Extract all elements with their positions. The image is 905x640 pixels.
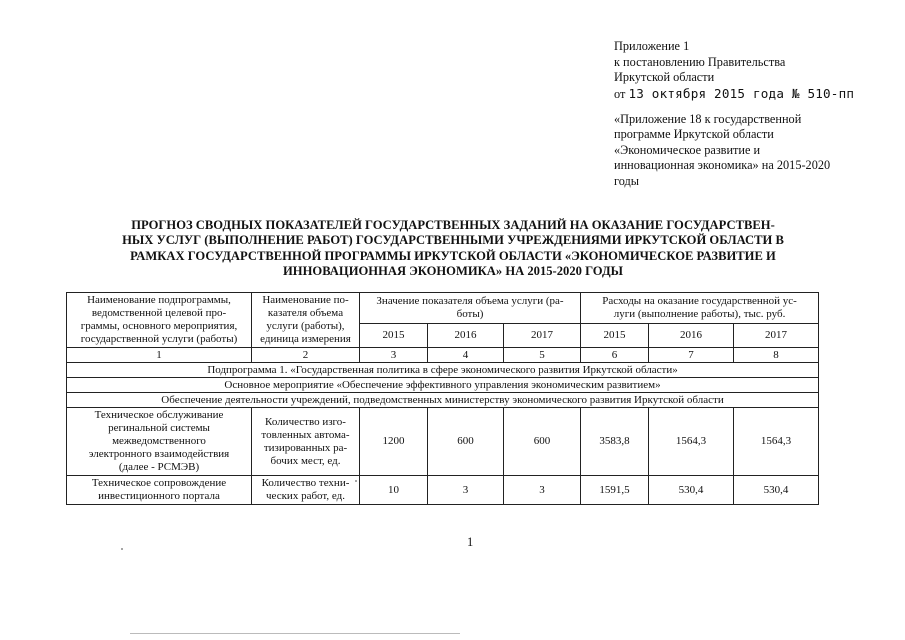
- document-title: [108, 218, 798, 279]
- header-service-name: [67, 293, 252, 348]
- appendix-line-2: к постановлению Правительства: [614, 54, 786, 69]
- section-row-institutions: [67, 393, 819, 408]
- column-number-cell: 7: [649, 348, 734, 363]
- indicator-line: бочих мест, ед.: [270, 454, 341, 467]
- expense-2016-cell: 1564,3: [649, 408, 734, 476]
- service-name-line: инвестиционного портала: [98, 490, 220, 502]
- header-volume-group: [360, 293, 581, 324]
- title-line-4: ИННОВАЦИОННАЯ ЭКОНОМИКА» НА 2015-2020 ГОДЫ: [283, 263, 623, 278]
- year-cell: 2015: [581, 323, 649, 347]
- scan-speck: [121, 548, 123, 550]
- appendix-ref-line-5: годы: [614, 173, 640, 188]
- header-service-name-line: граммы, основного мероприятия,: [80, 320, 238, 332]
- column-number-cell: 6: [581, 348, 649, 363]
- indicator-line: Количество техни-: [261, 477, 350, 489]
- section-institutions: Обеспечение деятельности учреждений, подведомственных министерству экономического развития Иркутской области: [67, 393, 819, 408]
- indicator-line: Количество изго-: [265, 415, 346, 428]
- table-row: [67, 476, 819, 505]
- indicator-line: товленных автома-: [261, 428, 350, 441]
- year-cell: 2016: [649, 323, 734, 347]
- header-indicator-line: казателя объема: [267, 307, 344, 319]
- service-name-cell: [67, 476, 252, 505]
- appendix-date-prefix: от: [614, 86, 626, 101]
- section-subprogram: Подпрограмма 1. «Государственная политика в сфере экономического развития Иркутской области»: [67, 363, 819, 378]
- column-number-cell: 8: [734, 348, 819, 363]
- column-number-cell: 3: [360, 348, 428, 363]
- header-expense-line: луги (выполнение работы), тыс. руб.: [613, 307, 786, 320]
- appendix-header: [614, 39, 874, 102]
- service-name-line: Техническое обслуживание: [94, 409, 224, 421]
- appendix-reference: [614, 112, 849, 189]
- table-row: [67, 408, 819, 476]
- service-name-cell: [67, 408, 252, 476]
- appendix-line-3: Иркутской области: [614, 70, 715, 84]
- header-service-name-line: государственной услуги (работы): [80, 333, 238, 345]
- volume-2016-cell: 600: [428, 408, 504, 476]
- header-indicator-line: услуги (работы),: [266, 320, 345, 332]
- header-indicator-line: Наименование по-: [262, 294, 349, 306]
- section-row-main-activity: [67, 378, 819, 393]
- expense-2015-cell: 3583,8: [581, 408, 649, 476]
- appendix-line-4: [614, 86, 874, 103]
- service-name-line: регинальной системы: [108, 422, 210, 434]
- expense-2017-cell: 530,4: [734, 476, 819, 505]
- indicator-cell: [252, 408, 360, 476]
- header-volume-line: боты): [456, 307, 484, 320]
- volume-2015-cell: 1200: [360, 408, 428, 476]
- section-row-subprogram: [67, 363, 819, 378]
- service-name-line: межведомственного: [112, 435, 206, 447]
- volume-2017-cell: 600: [504, 408, 581, 476]
- title-line-2: НЫХ УСЛУГ (ВЫПОЛНЕНИЕ РАБОТ) ГОСУДАРСТВЕННЫМИ УЧРЕЖДЕНИЯМИ ИРКУТСКОЙ ОБЛАСТИ В: [122, 233, 784, 248]
- year-cell: 2015: [360, 323, 428, 347]
- appendix-ref-line-4: инновационная экономика» на 2015-2020: [614, 158, 831, 173]
- column-number-cell: 2: [252, 348, 360, 363]
- volume-2015-cell: 10: [360, 476, 428, 505]
- table-header-row: [67, 293, 819, 324]
- appendix-line-1: Приложение 1: [614, 39, 690, 53]
- column-number-cell: 5: [504, 348, 581, 363]
- header-service-name-line: Наименование подпрограммы,: [87, 294, 231, 306]
- year-cell: 2017: [504, 323, 581, 347]
- expense-2017-cell: 1564,3: [734, 408, 819, 476]
- volume-2017-cell: 3: [504, 476, 581, 505]
- title-line-1: ПРОГНОЗ СВОДНЫХ ПОКАЗАТЕЛЕЙ ГОСУДАРСТВЕННЫХ ЗАДАНИЙ НА ОКАЗАНИЕ ГОСУДАРСТВЕН-: [131, 218, 775, 232]
- service-name-line: (далее - РСМЭВ): [118, 461, 200, 473]
- appendix-ref-line-1: «Приложение 18 к государственной: [614, 112, 802, 126]
- table-column-number-row: [67, 348, 819, 363]
- header-service-name-line: ведомственной целевой про-: [91, 307, 227, 319]
- indicator-line: ческих работ, ед.: [266, 490, 345, 502]
- page-number: 1: [467, 535, 474, 549]
- column-number-cell: 1: [67, 348, 252, 363]
- header-expense-line: Расходы на оказание государственной ус-: [602, 294, 797, 307]
- header-indicator-name: [252, 293, 360, 348]
- forecast-table: [66, 292, 819, 505]
- header-expense-group: [581, 293, 819, 324]
- section-main-activity: Основное мероприятие «Обеспечение эффективного управления экономическим развитием»: [67, 378, 819, 393]
- column-number-cell: 4: [428, 348, 504, 363]
- title-line-3: РАМКАХ ГОСУДАРСТВЕННОЙ ПРОГРАММЫ ИРКУТСКОЙ ОБЛАСТИ «ЭКОНОМИЧЕСКОЕ РАЗВИТИЕ И: [130, 248, 776, 263]
- expense-2015-cell: 1591,5: [581, 476, 649, 505]
- scan-edge-line: [130, 633, 460, 634]
- appendix-ref-line-2: программе Иркутской области: [614, 127, 774, 142]
- indicator-line: тизированных ра-: [263, 441, 348, 454]
- service-name-line: электронного взаимодействия: [88, 448, 230, 460]
- service-name-line: Техническое сопровождение: [91, 477, 227, 489]
- appendix-date: 13 октября 2015 года № 510-пп: [628, 85, 855, 101]
- year-cell: 2016: [428, 323, 504, 347]
- appendix-ref-line-3: «Экономическое развитие и: [614, 142, 761, 157]
- volume-2016-cell: 3: [428, 476, 504, 505]
- header-volume-line: Значение показателя объема услуги (ра-: [376, 294, 564, 307]
- scan-speck: [355, 480, 357, 482]
- year-cell: 2017: [734, 323, 819, 347]
- header-indicator-line: единица измерения: [260, 333, 351, 345]
- indicator-cell: [252, 476, 360, 505]
- expense-2016-cell: 530,4: [649, 476, 734, 505]
